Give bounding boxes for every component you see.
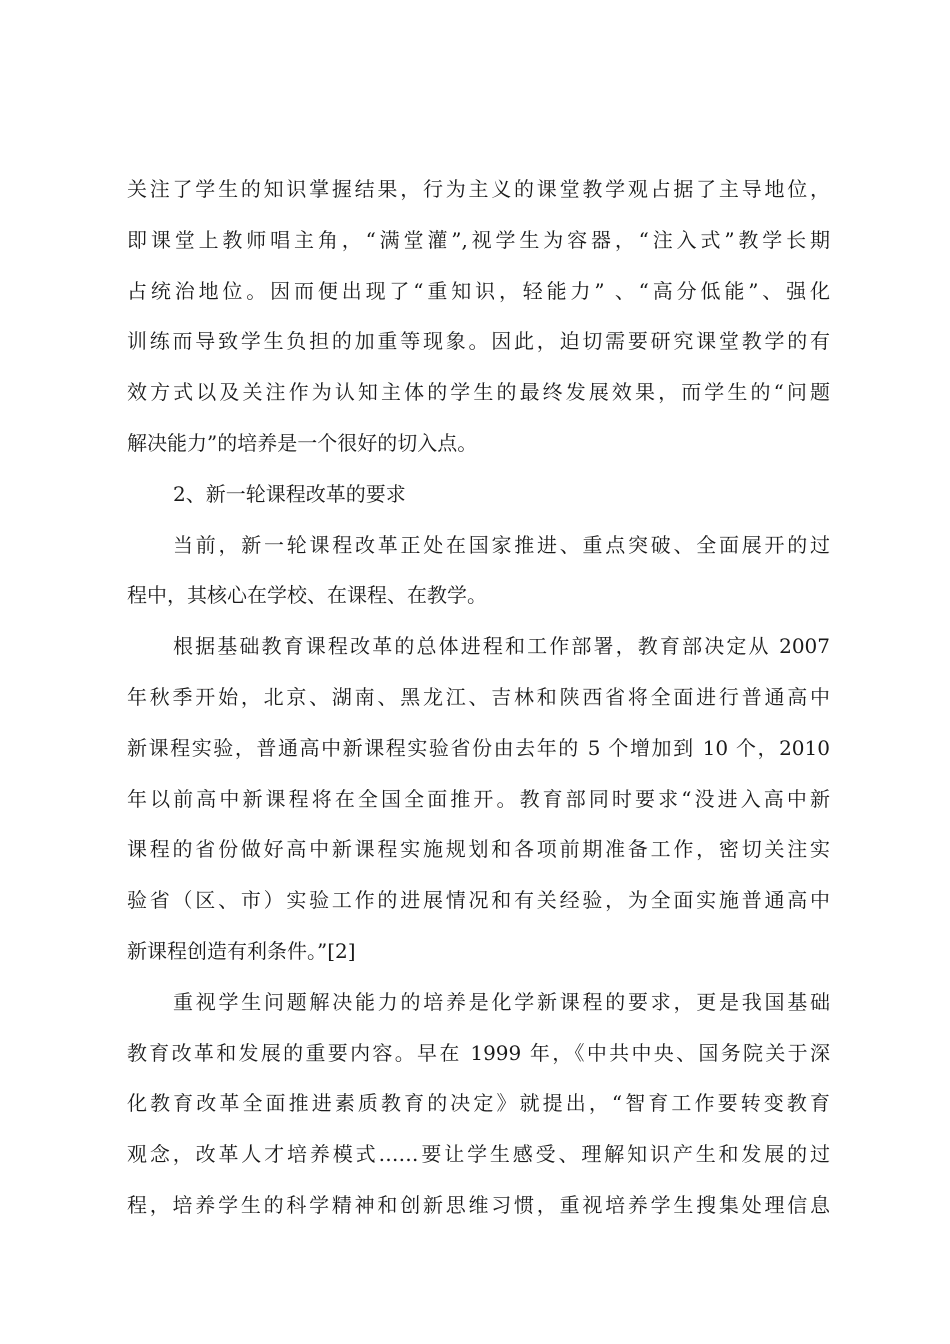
text-line: 课程的省份做好高中新课程实施规划和各项前期准备工作，密切关注实 [127,837,830,862]
text-line: 程，培养学生的科学精神和创新思维习惯，重视培养学生搜集处理信息 [127,1192,830,1217]
text-line: 重视学生问题解决能力的培养是化学新课程的要求，更是我国基础 [173,989,830,1014]
text-line: 教育改革和发展的重要内容。早在 1999 年，《中共中央、国务院关于深 [127,1040,830,1065]
text-line: 关注了学生的知识掌握结果，行为主义的课堂教学观占据了主导地位， [127,177,830,201]
text-line: 根据基础教育课程改革的总体进程和工作部署，教育部决定从 2007 [173,634,830,659]
text-line: 新课程实验，普通高中新课程实验省份由去年的 5 个增加到 10 个，2010 [127,735,830,760]
body-text [127,164,830,1231]
text-line: 占统治地位。因而便出现了“重知识，轻能力” 、“高分低能”、强化 [127,278,830,303]
text-line: 训练而导致学生负担的加重等现象。因此，迫切需要研究课堂教学的有 [127,329,830,354]
text-line: 新课程创造有利条件。”[2] [127,938,356,963]
text-line: 当前，新一轮课程改革正处在国家推进、重点突破、全面展开的过 [173,532,830,557]
text-line: 验省（区、市）实验工作的进展情况和有关经验，为全面实施普通高中 [127,888,830,913]
text-line: 效方式以及关注作为认知主体的学生的最终发展效果，而学生的“问题 [127,380,830,405]
text-line: 化教育改革全面推进素质教育的决定》就提出，“智育工作要转变教育 [127,1091,830,1116]
text-line: 年以前高中新课程将在全国全面推开。教育部同时要求“没进入高中新 [127,786,830,811]
text-line: 年秋季开始，北京、湖南、黑龙江、吉林和陕西省将全面进行普通高中 [127,684,830,709]
section-heading: 2、新一轮课程改革的要求 [173,481,406,506]
text-line: 程中，其核心在学校、在课程、在教学。 [127,583,487,608]
text-line: 即课堂上教师唱主角，“满堂灌”,视学生为容器，“注入式”教学长期 [127,227,830,252]
text-line: 观念，改革人才培养模式……要让学生感受、理解知识产生和发展的过 [127,1142,830,1167]
text-line: 解决能力”的培养是一个很好的切入点。 [127,430,478,455]
